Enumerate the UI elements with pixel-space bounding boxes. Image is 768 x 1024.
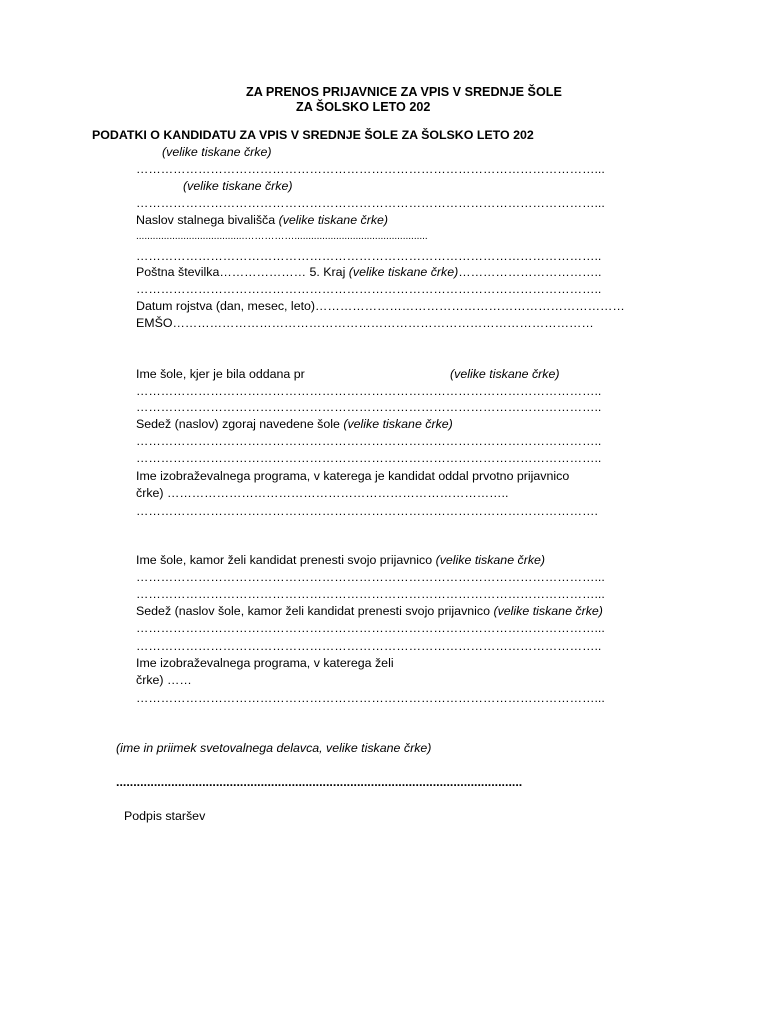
postal-caps-hint: (velike tiskane črke) — [348, 265, 459, 279]
address-label — [136, 212, 388, 228]
original-program-hint-end: črke) — [136, 486, 164, 500]
new-school-dots-1[interactable]: …………………………………………………………………………………………………... — [136, 570, 605, 584]
original-seat-caps-hint: (velike tiskane črke) — [343, 417, 453, 431]
postal-extra-dots[interactable]: ………………………………………………………………………………………………….. — [136, 282, 602, 296]
postal-kraj-row[interactable] — [136, 264, 601, 280]
caps-hint-2: (velike tiskane črke) — [183, 179, 293, 193]
address-caps-hint: (velike tiskane črke) — [278, 213, 389, 227]
new-program-label: Ime izobraževalnega programa, v katerega želi — [136, 656, 394, 670]
original-program-label: Ime izobraževalnega programa, v katerega je kandidat oddal prvotno prijavnico — [136, 469, 570, 483]
new-seat-caps-hint: (velike tiskane črke) — [493, 604, 603, 618]
address-field-dots-2[interactable]: ………………………………………………………………………………………………….. — [136, 249, 602, 263]
counselor-signature-line[interactable]: ...................................................................................................................... — [116, 775, 523, 789]
address-field-dots-1[interactable]: .......................................……………................................................ — [136, 231, 428, 242]
kraj-field-dots[interactable]: …………………………….. — [458, 265, 602, 279]
new-program-dots[interactable]: …………………………………………………………………………………………………... — [136, 691, 605, 705]
birth-date-field[interactable]: Datum rojstva (dan, mesec, leto)………………………………………………………………… — [136, 299, 625, 313]
original-seat-dots-2[interactable]: ………………………………………………………………………………………………….. — [136, 451, 602, 465]
new-program-row[interactable] — [136, 672, 192, 688]
original-program-dots[interactable]: …………………………………………………………………………………………………. — [136, 504, 598, 518]
surname-field-dots[interactable]: …………………………………………………………………………………………………... — [136, 162, 605, 176]
new-program-inline-dots[interactable]: …… — [163, 673, 192, 687]
address-label-text: Naslov stalnega bivališča — [136, 213, 279, 227]
name-field-dots[interactable]: …………………………………………………………………………………………………... — [136, 196, 605, 210]
new-seat-dots-1[interactable]: …………………………………………………………………………………………………... — [136, 621, 605, 635]
parents-signature-label: Podpis staršev — [124, 809, 206, 823]
new-program-hint-end: črke) — [136, 673, 164, 687]
original-program-row[interactable] — [136, 485, 508, 501]
new-seat-label-text: Sedež (naslov šole, kamor želi kandidat prenesti svojo prijavnico — [136, 604, 494, 618]
new-seat-label — [136, 603, 603, 619]
original-school-dots-2[interactable]: ………………………………………………………………………………………………….. — [136, 400, 602, 414]
postal-label: Poštna številka………………… 5. Kraj — [136, 265, 349, 279]
new-school-caps-hint: (velike tiskane črke) — [435, 553, 546, 567]
original-seat-dots-1[interactable]: ………………………………………………………………………………………………….. — [136, 434, 602, 448]
new-seat-dots-2[interactable]: ………………………………………………………………………………………………….. — [136, 639, 602, 653]
original-school-label: Ime šole, kjer je bila oddana pr — [136, 367, 305, 381]
original-seat-label — [136, 416, 453, 432]
original-school-caps-hint: (velike tiskane črke) — [450, 367, 560, 381]
title-line-2: ZA ŠOLSKO LETO 202 — [296, 100, 431, 114]
original-school-dots-1[interactable]: ………………………………………………………………………………………………….. — [136, 384, 602, 398]
title-line-1: ZA PRENOS PRIJAVNICE ZA VPIS V SREDNJE ŠOLE — [246, 85, 562, 99]
new-school-dots-2[interactable]: …………………………………………………………………………………………………... — [136, 587, 605, 601]
candidate-heading: PODATKI O KANDIDATU ZA VPIS V SREDNJE ŠOLE ZA ŠOLSKO LETO 202 — [92, 128, 534, 142]
original-seat-label-text: Sedež (naslov) zgoraj navedene šole — [136, 417, 344, 431]
counselor-caps-hint: (ime in priimek svetovalnega delavca, velike tiskane črke) — [116, 741, 432, 755]
new-school-label-text: Ime šole, kamor želi kandidat prenesti svojo prijavnico — [136, 553, 436, 567]
emso-field[interactable]: EMŠO………………………………………………………………………………………… — [136, 316, 594, 330]
caps-hint-1: (velike tiskane črke) — [162, 145, 272, 159]
new-school-label — [136, 552, 545, 568]
original-program-inline-dots[interactable]: ……………………………………………………………………….. — [163, 486, 509, 500]
